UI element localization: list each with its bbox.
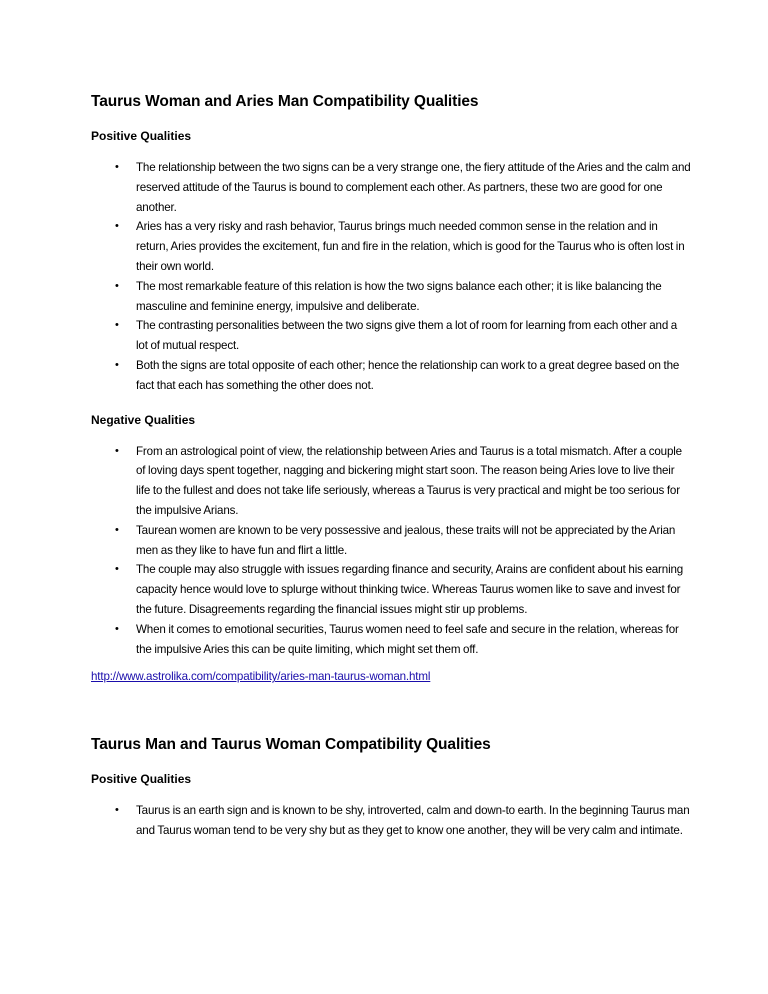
list-item-text: From an astrological point of view, the relationship between Aries and Taurus is a total mismatch. After a couple of loving days spent together, nagging and bickering might start soon. The reason being Aries love to live their life to the fullest and does not take life seriously, whereas a Taurus is very practical and might be too serious for the impulsive Arians.	[136, 444, 682, 517]
bullet-icon: •	[115, 804, 119, 817]
bullet-icon: •	[115, 563, 119, 576]
bullet-icon: •	[115, 279, 119, 292]
section-spacer	[91, 685, 691, 735]
positive-qualities-heading: Positive Qualities	[91, 772, 192, 787]
list-item-text: Taurus is an earth sign and is known to be shy, introverted, calm and down-to earth. In the beginning Taurus man and Taurus woman tend to be very shy but as they get to know one another, they will be very calm and intimate.	[136, 804, 690, 838]
positive-qualities-list	[91, 801, 691, 841]
negative-qualities-heading: Negative Qualities	[91, 412, 196, 427]
list-item	[91, 620, 691, 660]
list-item	[91, 217, 691, 276]
section-title-taurus-man-taurus-woman: Taurus Man and Taurus Woman Compatibility Qualities	[91, 736, 491, 754]
bullet-icon: •	[115, 358, 119, 371]
list-item	[91, 356, 691, 396]
list-item	[91, 521, 691, 561]
source-link[interactable]: http://www.astrolika.com/compatibility/aries-man-taurus-woman.html	[91, 670, 431, 684]
list-item-text: The contrasting personalities between the two signs give them a lot of room for learning from each other and a lot of mutual respect.	[136, 319, 678, 353]
bullet-icon: •	[115, 523, 119, 536]
negative-qualities-list	[91, 442, 691, 660]
bullet-icon: •	[115, 319, 119, 332]
list-item	[91, 560, 691, 619]
list-item	[91, 442, 691, 521]
document-content	[91, 92, 691, 841]
positive-qualities-heading: Positive Qualities	[91, 129, 192, 143]
list-item	[91, 158, 691, 217]
bullet-icon: •	[115, 622, 119, 635]
list-item-text: Taurean women are known to be very possessive and jealous, these traits will not be appreciated by the Arian men as they like to have fun and flirt a little.	[136, 523, 676, 557]
list-item-text: The relationship between the two signs can be a very strange one, the fiery attitude of the Aries and the calm and reserved attitude of the Taurus is bound to complement each other. As partners, these two are good for one another.	[136, 161, 691, 214]
section-title-taurus-woman-aries-man: Taurus Woman and Aries Man Compatibility Qualities	[91, 93, 479, 110]
list-item	[91, 316, 691, 356]
list-item-text: When it comes to emotional securities, Taurus women need to feel safe and secure in the relation, whereas for the impulsive Aries this can be quite limiting, which might set them off.	[136, 622, 679, 656]
bullet-icon: •	[115, 161, 119, 173]
list-item	[91, 277, 691, 317]
list-item-text: Aries has a very risky and rash behavior, Taurus brings much needed common sense in the relation and in return, Aries provides the excitement, fun and fire in the relation, which is good for the Taurus who is often lost in their own world.	[136, 220, 685, 273]
list-item	[91, 801, 691, 841]
list-item-text: Both the signs are total opposite of each other; hence the relationship can work to a great degree based on the fact that each has something the other does not.	[136, 358, 680, 392]
list-item-text: The couple may also struggle with issues regarding finance and security, Arains are confident about his earning capacity hence would love to splurge without thinking twice. Whereas Taurus women like to save and invest for the future. Disagreements regarding the financial issues might stir up problems.	[136, 563, 684, 616]
list-item-text: The most remarkable feature of this relation is how the two signs balance each other; it is like balancing the masculine and feminine energy, impulsive and deliberate.	[136, 279, 662, 313]
positive-qualities-list	[91, 158, 691, 396]
bullet-icon: •	[115, 220, 119, 233]
bullet-icon: •	[115, 444, 119, 457]
